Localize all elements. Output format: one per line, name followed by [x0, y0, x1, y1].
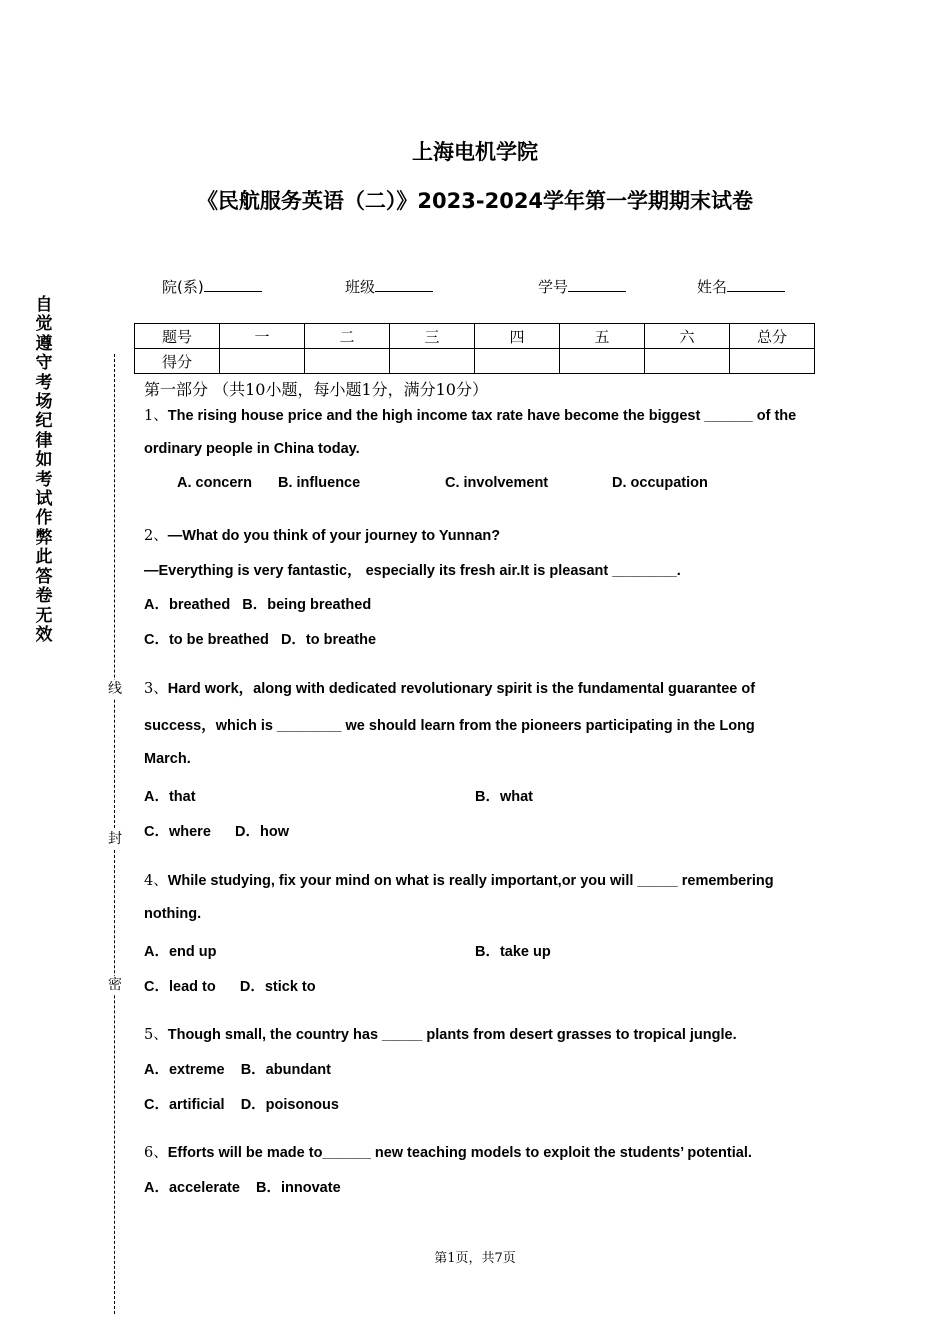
warning-char: 律: [35, 430, 53, 451]
secret-mark: 密: [108, 977, 122, 993]
score-table-header-cell: 总分: [730, 324, 815, 349]
score-label-cell: 得分: [135, 349, 220, 374]
department-label: 院(系): [162, 278, 204, 296]
question-5-options-cd: C．artificial D．poisonous: [144, 1097, 339, 1113]
name-blank: [727, 277, 785, 292]
question-2-options-ab: A．breathed B．being breathed: [144, 597, 372, 613]
warning-char: 考: [35, 469, 53, 490]
warning-char: 作: [35, 508, 53, 529]
question-3-line-2: success，which is ________ we should learn from the pioneers participating in the Long: [144, 718, 755, 734]
score-table: [134, 323, 815, 374]
question-1-option-c: C. involvement: [445, 475, 549, 491]
question-1-option-a: A. concern: [177, 475, 252, 491]
question-number: 1、: [144, 408, 168, 424]
page-footer: 第1页，共7页: [434, 1251, 516, 1266]
warning-char: 场: [35, 392, 53, 413]
warning-char: 弊: [35, 527, 53, 548]
question-3-option-b: B．what: [475, 789, 533, 805]
score-table-header-row: [135, 324, 815, 349]
name-field: [697, 276, 785, 297]
student-id-field: [538, 276, 626, 297]
question-3-options-cd: C．where D．how: [144, 824, 290, 840]
warning-char: 卷: [35, 586, 53, 607]
score-cell: [220, 349, 305, 374]
question-text: Hard work，along with dedicated revolutionary spirit is the fundamental guarantee of: [167, 681, 756, 697]
question-5-options-ab: A．extreme B．abundant: [144, 1062, 331, 1078]
question-4-line-2: nothing.: [144, 906, 202, 922]
question-3-line-3: March.: [144, 751, 191, 767]
question-1-line-1: [144, 404, 796, 425]
question-5-line-1: [144, 1023, 737, 1044]
warning-char: 觉: [35, 314, 53, 335]
question-4-option-b: B．take up: [475, 944, 551, 960]
question-number: 5、: [144, 1027, 168, 1043]
exam-title: 《民航服务英语（二）》2023-2024学年第一学期期末试卷: [196, 189, 754, 213]
warning-char: 守: [35, 353, 53, 374]
question-text: While studying, fix your mind on what is really important,or you will _____ remembering: [167, 873, 774, 889]
student-id-label: 学号: [538, 278, 569, 296]
score-cell: [305, 349, 390, 374]
question-text: Though small, the country has _____ plants from desert grasses to tropical jungle.: [167, 1027, 737, 1043]
score-table-header-cell: 三: [390, 324, 475, 349]
school-name: 上海电机学院: [412, 140, 538, 164]
warning-char: 纪: [35, 411, 53, 432]
question-4-option-a: A．end up: [144, 944, 217, 960]
score-table-header-cell: 一: [220, 324, 305, 349]
student-id-blank: [568, 277, 626, 292]
question-1-option-b: B. influence: [278, 475, 361, 491]
score-cell: [475, 349, 560, 374]
department-field: [162, 276, 262, 297]
side-warning-text: [33, 296, 55, 645]
warning-char: 自: [35, 295, 53, 315]
department-blank: [204, 277, 262, 292]
warning-char: 试: [35, 489, 53, 510]
warning-char: 效: [35, 624, 53, 645]
line-mark: 线: [108, 681, 122, 697]
question-6-options-ab: A．accelerate B．innovate: [144, 1180, 341, 1196]
warning-char: 无: [35, 605, 53, 626]
question-number: 6、: [144, 1145, 168, 1161]
question-2-line-1: [144, 524, 500, 545]
question-text: Efforts will be made to______ new teaching models to exploit the students’ potential.: [167, 1145, 752, 1161]
question-1-option-d: D. occupation: [612, 475, 708, 491]
warning-char: 遵: [35, 333, 53, 354]
class-blank: [375, 277, 433, 292]
question-number: 3、: [144, 681, 168, 697]
class-field: [345, 276, 433, 297]
question-4-line-1: [144, 869, 774, 890]
score-cell: [390, 349, 475, 374]
warning-char: 考: [35, 372, 53, 393]
score-table-header-cell: 四: [475, 324, 560, 349]
question-3-line-1: [144, 677, 755, 698]
question-2-options-cd: C．to be breathed D．to breathe: [144, 632, 377, 648]
name-label: 姓名: [697, 278, 728, 296]
question-2-line-2: —Everything is very fantastic， especially its fresh air.It is pleasant ________.: [144, 563, 681, 579]
score-cell: [730, 349, 815, 374]
class-label: 班级: [345, 278, 376, 296]
warning-char: 答: [35, 566, 53, 587]
question-1-line-2: ordinary people in China today.: [144, 441, 360, 457]
score-table-header-cell: 六: [645, 324, 730, 349]
score-table-header-cell: 五: [560, 324, 645, 349]
question-3-option-a: A．that: [144, 789, 196, 805]
question-6-line-1: [144, 1141, 752, 1162]
score-table-header-cell: 二: [305, 324, 390, 349]
question-number: 2、: [144, 528, 168, 544]
score-table-header-cell: 题号: [135, 324, 220, 349]
question-number: 4、: [144, 873, 168, 889]
score-cell: [560, 349, 645, 374]
question-text: The rising house price and the high income tax rate have become the biggest ______ of the: [167, 408, 797, 424]
warning-char: 如: [35, 450, 53, 471]
seal-mark: 封: [108, 831, 122, 847]
score-cell: [645, 349, 730, 374]
score-table-score-row: [135, 349, 815, 374]
part1-heading: 第一部分 （共10小题，每小题1分，满分10分）: [144, 380, 488, 399]
question-text: —What do you think of your journey to Yunnan?: [167, 528, 501, 544]
question-4-options-cd: C．lead to D．stick to: [144, 979, 316, 995]
warning-char: 此: [35, 547, 53, 568]
